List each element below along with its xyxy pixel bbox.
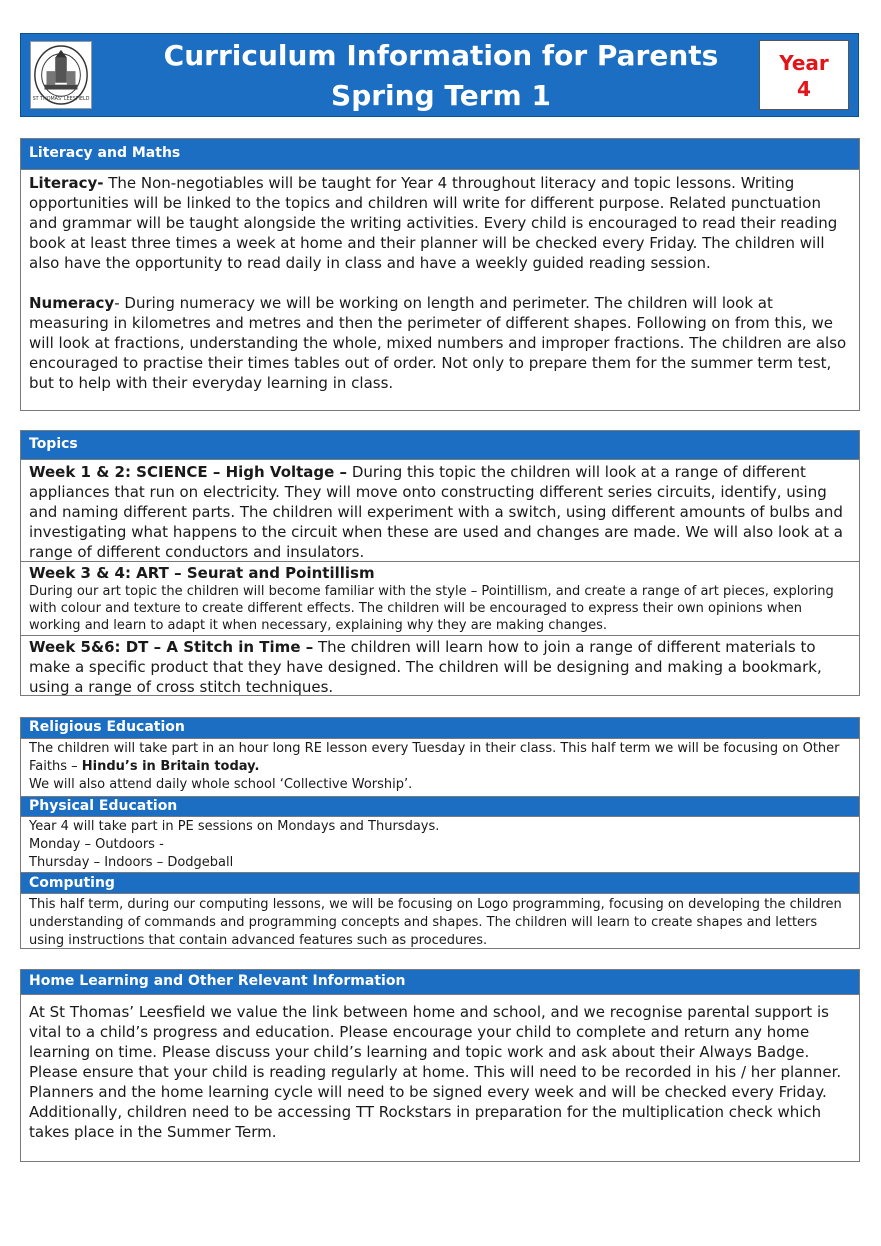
page-header <box>20 33 859 117</box>
pe-line-1: Year 4 will take part in PE sessions on Mondays and Thursdays. <box>29 819 440 834</box>
year-badge <box>759 40 849 110</box>
re-faith-focus: Hindu’s in Britain today. <box>81 759 260 774</box>
re-heading: Religious Education <box>21 718 859 739</box>
re-body <box>21 739 859 796</box>
week-1-2-label: Week 1 & 2: SCIENCE – High Voltage – <box>29 463 348 481</box>
home-learning-section <box>20 969 860 1162</box>
school-logo <box>30 41 92 109</box>
week-5-6-label: Week 5&6: DT – A Stitch in Time – <box>29 638 314 656</box>
pe-line-2: Monday – Outdoors - <box>29 837 164 852</box>
topic-week-3-4 <box>21 561 859 635</box>
logo-text: ST THOMAS' LEESFIELD <box>32 97 90 103</box>
title-line-2: Spring Term 1 <box>331 79 551 112</box>
re-worship-text: We will also attend daily whole school ‘Collective Worship’. <box>29 777 413 792</box>
pe-body <box>21 817 859 872</box>
topic-week-1-2 <box>29 462 851 562</box>
week-3-4-label: Week 3 & 4: ART – Seurat and Pointillism <box>29 564 375 582</box>
numeracy-label: Numeracy <box>29 294 115 312</box>
literacy-maths-heading: Literacy and Maths <box>21 139 859 170</box>
computing-heading: Computing <box>21 872 859 894</box>
re-text: The children will take part in an hour long RE lesson every Tuesday in their class. This half term we will be focusing on Other Faiths – <box>29 741 840 774</box>
subjects-section <box>20 717 860 949</box>
title-line-1: Curriculum Information for Parents <box>163 39 719 72</box>
week-1-2-text: During this topic the children will look at a range of different appliances that run on electricity. They will move onto constructing different series circuits, identify, using and naming different parts. The children will experiment with a switch, using different amounts of bulbs and investigating what happens to the circuit when these are used and changes are made. We will also look at a range of different conductors and insulators. <box>29 463 843 561</box>
literacy-maths-section <box>20 138 860 411</box>
computing-text: This half term, during our computing lessons, we will be focusing on Logo programming, focusing on developing the children understanding of commands and programming concepts and shapes. The children will learn to create shapes and letters using instructions that contain advanced features such as procedures. <box>29 897 842 948</box>
literacy-label: Literacy- <box>29 174 104 192</box>
page-title <box>111 36 771 116</box>
computing-body <box>21 894 859 950</box>
pe-heading: Physical Education <box>21 796 859 817</box>
topics-section <box>20 430 860 696</box>
topics-heading: Topics <box>21 431 859 460</box>
literacy-paragraph <box>29 173 851 273</box>
topic-week-5-6 <box>21 635 859 697</box>
year-label: Year <box>779 51 829 75</box>
pe-line-3: Thursday – Indoors – Dodgeball <box>29 855 234 870</box>
home-learning-text: At St Thomas’ Leesfield we value the link between home and school, and we recognise parental support is vital to a child’s progress and education. Please encourage your child to complete and return any home learning on time. Please discuss your child’s learning and topic work and ask about their Always Badge. Please ensure that your child is reading regularly at home. This will need to be recorded in his / her planner. Planners and the home learning cycle will need to be signed every week and will be checked every Friday. Additionally, children need to be accessing TT Rockstars in preparation for the multiplication check which takes place in the Summer Term. <box>29 1003 842 1141</box>
home-learning-heading: Home Learning and Other Relevant Information <box>21 970 859 995</box>
numeracy-text: - During numeracy we will be working on length and perimeter. The children will look at measuring in kilometres and metres and then the perimeter of different shapes. Following on from this, we will look at fractions, understanding the whole, mixed numbers and improper fractions. The children are also encouraged to practise their times tables out of order. Not only to prepare them for the summer term test, but to help with their everyday learning in class. <box>29 294 847 392</box>
week-3-4-text: During our art topic the children will become familiar with the style – Pointillism, and create a range of art pieces, exploring with colour and texture to create different effects. The children will be encouraged to express their own opinions when working and learn to adapt it when necessary, explaining why they are making changes. <box>29 584 834 633</box>
numeracy-paragraph <box>29 293 851 393</box>
week-5-6-text: The children will learn how to join a range of different materials to make a specific product that they have designed. The children will be designing and making a bookmark, using a range of cross stitch techniques. <box>29 638 822 696</box>
year-number: 4 <box>797 77 811 101</box>
school-crest-icon <box>31 42 91 108</box>
literacy-text: The Non-negotiables will be taught for Year 4 throughout literacy and topic lessons. Writing opportunities will be linked to the topics and children will write for different purpose. Related punctuation and grammar will be taught alongside the writing activities. Every child is encouraged to read their reading book at least three times a week at home and their planner will be checked every Friday. The children will also have the opportunity to read daily in class and have a weekly guided reading session. <box>29 174 838 272</box>
